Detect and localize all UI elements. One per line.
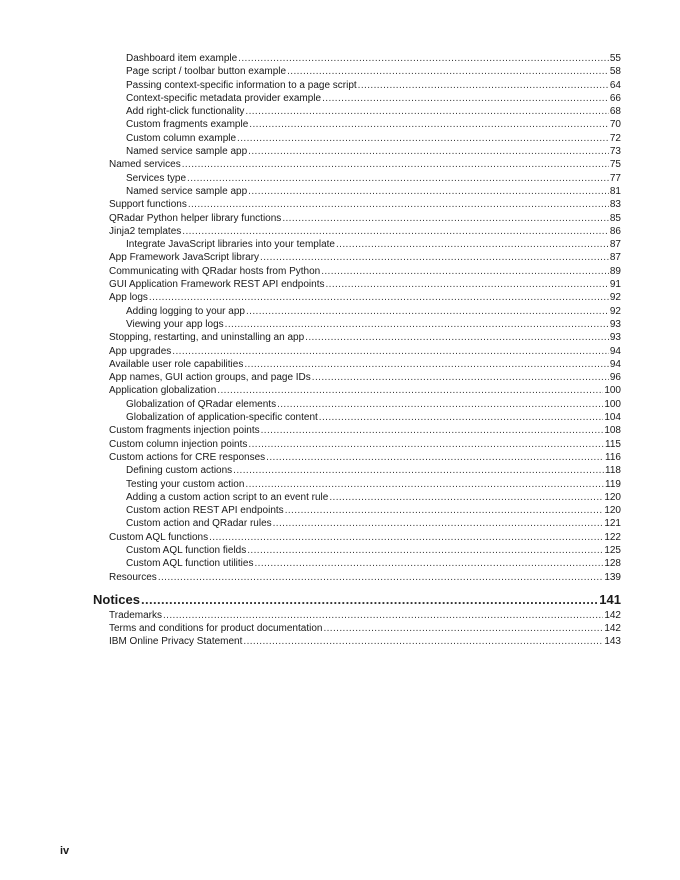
page-number: iv: [60, 845, 70, 857]
toc-dot-leader: [305, 331, 609, 344]
toc-dot-leader: [273, 517, 604, 530]
toc-entry[interactable]: [0, 371, 621, 384]
toc-entry-title: Application globalization: [109, 385, 217, 397]
toc-entry[interactable]: [0, 464, 621, 477]
toc-entry[interactable]: [0, 517, 621, 530]
toc-entry[interactable]: [0, 438, 621, 451]
toc-dot-leader: [141, 591, 598, 608]
toc-entry-title: Custom AQL function fields: [126, 544, 247, 556]
table-of-contents: [0, 52, 680, 649]
toc-dot-leader: [149, 291, 609, 304]
toc-entry-page: 81: [609, 185, 621, 197]
toc-entry-page: 142: [604, 623, 621, 635]
toc-entry[interactable]: [0, 291, 621, 304]
toc-dot-leader: [172, 345, 609, 358]
toc-dot-leader: [244, 358, 609, 371]
toc-dot-leader: [246, 305, 609, 318]
toc-entry[interactable]: [0, 504, 621, 517]
toc-entry-title: IBM Online Privacy Statement: [109, 636, 243, 648]
toc-entry-title: Named service sample app: [126, 185, 248, 197]
toc-entry-page: 139: [604, 571, 621, 583]
toc-entry[interactable]: [0, 118, 621, 131]
toc-entry-title: Resources: [109, 571, 157, 583]
toc-entry-page: 143: [604, 636, 621, 648]
toc-entry-title: Custom column injection points: [109, 438, 248, 450]
toc-entry-page: 122: [604, 531, 621, 543]
toc-entry-page: 94: [609, 358, 621, 370]
toc-dot-leader: [287, 65, 609, 78]
toc-entry[interactable]: [0, 411, 621, 424]
toc-dot-leader: [225, 318, 609, 331]
toc-entry-title: Add right-click functionality: [126, 106, 245, 118]
toc-entry-page: 72: [609, 132, 621, 144]
toc-entry-page: 73: [609, 146, 621, 158]
toc-entry-page: 115: [605, 438, 621, 450]
toc-entry-page: 86: [609, 225, 621, 237]
toc-entry-page: 121: [604, 518, 621, 530]
toc-entry-title: Notices: [93, 591, 140, 607]
toc-entry-page: 96: [609, 372, 621, 384]
toc-entry-page: 64: [609, 79, 621, 91]
toc-entry-title: Custom fragments example: [126, 119, 249, 131]
toc-entry-page: 66: [609, 92, 621, 104]
toc-entry[interactable]: [0, 185, 621, 198]
toc-dot-leader: [312, 371, 609, 384]
toc-entry[interactable]: [0, 544, 621, 557]
toc-dot-leader: [209, 531, 603, 544]
toc-entry[interactable]: [0, 105, 621, 118]
toc-entry[interactable]: [0, 145, 621, 158]
toc-entry-title: Custom action REST API endpoints: [126, 505, 284, 517]
toc-entry-title: Jinja2 templates: [109, 225, 182, 237]
toc-dot-leader: [285, 504, 604, 517]
toc-entry[interactable]: [0, 531, 621, 544]
toc-entry[interactable]: [0, 158, 621, 171]
toc-entry[interactable]: [0, 278, 621, 291]
toc-entry-page: 93: [609, 318, 621, 330]
toc-entry-title: Testing your custom action: [126, 478, 245, 490]
toc-entry[interactable]: [0, 251, 621, 264]
toc-entry[interactable]: [0, 172, 621, 185]
toc-dot-leader: [254, 557, 603, 570]
toc-entry-title: App upgrades: [109, 345, 172, 357]
toc-dot-leader: [249, 118, 609, 131]
toc-entry-page: 55: [609, 53, 621, 64]
toc-entry-title: Custom AQL functions: [109, 531, 209, 543]
toc-dot-leader: [336, 238, 609, 251]
toc-entry-page: 87: [609, 239, 621, 251]
toc-dot-leader: [260, 251, 609, 264]
toc-entry-title: Page script / toolbar button example: [126, 66, 287, 78]
toc-entry-title: Communicating with QRadar hosts from Python: [109, 265, 321, 277]
toc-entry-title: Services type: [126, 172, 187, 184]
toc-entry-page: 120: [604, 491, 621, 503]
toc-dot-leader: [245, 478, 604, 491]
toc-entry-page: 70: [609, 119, 621, 131]
toc-entry-title: Globalization of application-specific content: [126, 412, 318, 424]
toc-dot-leader: [322, 92, 609, 105]
toc-entry-title: QRadar Python helper library functions: [109, 212, 282, 224]
toc-entry-title: Stopping, restarting, and uninstalling an app: [109, 332, 305, 344]
toc-entry[interactable]: [0, 622, 621, 635]
toc-entry[interactable]: [0, 557, 621, 570]
toc-entry[interactable]: [0, 491, 621, 504]
toc-dot-leader: [329, 491, 603, 504]
toc-entry-page: 77: [609, 172, 621, 184]
toc-entry-page: 58: [609, 66, 621, 78]
toc-dot-leader: [277, 398, 603, 411]
toc-dot-leader: [243, 635, 603, 648]
toc-dot-leader: [248, 438, 604, 451]
toc-entry-title: Viewing your app logs: [126, 318, 224, 330]
toc-entry-title: GUI Application Framework REST API endpoints: [109, 279, 325, 291]
toc-entry[interactable]: [0, 331, 621, 344]
toc-entry[interactable]: [0, 305, 621, 318]
toc-dot-leader: [282, 212, 609, 225]
toc-entry[interactable]: [0, 265, 621, 278]
toc-entry[interactable]: [0, 225, 621, 238]
toc-dot-leader: [245, 105, 608, 118]
toc-entry-title: Globalization of QRadar elements: [126, 398, 277, 410]
toc-entry-title: Custom column example: [126, 132, 237, 144]
toc-entry[interactable]: [0, 212, 621, 225]
toc-entry-title: Custom AQL function utilities: [126, 558, 254, 570]
toc-entry-title: Dashboard item example: [126, 53, 238, 64]
toc-entry-page: 87: [609, 252, 621, 264]
toc-entry-page: 68: [609, 106, 621, 118]
toc-dot-leader: [163, 609, 603, 622]
toc-dot-leader: [233, 464, 604, 477]
toc-dot-leader: [247, 544, 603, 557]
toc-entry-page: 104: [604, 412, 621, 424]
toc-entry[interactable]: [0, 52, 621, 65]
toc-entry-page: 116: [605, 451, 621, 463]
toc-entry-title: Trademarks: [109, 609, 162, 621]
toc-entry-title: Adding logging to your app: [126, 305, 245, 317]
toc-entry-title: App Framework JavaScript library: [109, 252, 260, 264]
toc-dot-leader: [237, 132, 609, 145]
toc-entry-title: Adding a custom action script to an event rule: [126, 491, 329, 503]
toc-dot-leader: [319, 411, 604, 424]
toc-entry[interactable]: [0, 65, 621, 78]
toc-entry[interactable]: [0, 635, 621, 648]
toc-entry-page: 142: [604, 609, 621, 621]
toc-entry-page: 108: [604, 425, 621, 437]
toc-entry[interactable]: [0, 398, 621, 411]
toc-dot-leader: [238, 52, 609, 65]
toc-entry-title: Named service sample app: [126, 146, 248, 158]
toc-dot-leader: [248, 145, 609, 158]
toc-entry-page: 93: [609, 332, 621, 344]
toc-dot-leader: [187, 172, 609, 185]
toc-entry-page: 100: [604, 385, 621, 397]
toc-entry-title: Custom actions for CRE responses: [109, 451, 266, 463]
toc-entry-title: App names, GUI action groups, and page IDs: [109, 372, 311, 384]
toc-dot-leader: [188, 198, 609, 211]
toc-entry-page: 120: [604, 505, 621, 517]
toc-dot-leader: [358, 79, 609, 92]
toc-entry[interactable]: [0, 451, 621, 464]
toc-entry[interactable]: [0, 384, 621, 397]
toc-entry-title: Context-specific metadata provider example: [126, 92, 322, 104]
toc-entry[interactable]: [0, 132, 621, 145]
toc-entry-page: 92: [609, 292, 621, 304]
toc-entry[interactable]: [0, 92, 621, 105]
toc-entry-title: Named services: [109, 159, 181, 171]
toc-entry-page: 128: [604, 558, 621, 570]
toc-entry[interactable]: [0, 79, 621, 92]
toc-dot-leader: [321, 265, 609, 278]
toc-entry-title: App logs: [109, 292, 148, 304]
toc-entry-page: 119: [605, 478, 621, 490]
toc-entry-page: 75: [609, 159, 621, 171]
toc-entry-page: 141: [599, 591, 621, 607]
toc-entry-title: Custom action and QRadar rules: [126, 518, 272, 530]
toc-entry-page: 118: [605, 465, 621, 477]
toc-dot-leader: [158, 571, 604, 584]
toc-dot-leader: [248, 185, 609, 198]
toc-entry-page: 94: [609, 345, 621, 357]
toc-entry[interactable]: [0, 318, 621, 331]
toc-entry-page: 91: [609, 279, 621, 291]
toc-entry[interactable]: [0, 571, 621, 584]
toc-entry-title: Passing context-specific information to a page script: [126, 79, 357, 91]
toc-entry[interactable]: [0, 238, 621, 251]
toc-chapter-entry[interactable]: [0, 591, 621, 608]
toc-dot-leader: [323, 622, 603, 635]
toc-entry[interactable]: [0, 358, 621, 371]
toc-dot-leader: [261, 424, 604, 437]
toc-entry-page: 100: [604, 398, 621, 410]
toc-entry-title: Terms and conditions for product documentation: [109, 623, 323, 635]
toc-entry-title: Available user role capabilities: [109, 358, 244, 370]
toc-entry[interactable]: [0, 478, 621, 491]
toc-entry[interactable]: [0, 609, 621, 622]
toc-entry-page: 92: [609, 305, 621, 317]
toc-entry[interactable]: [0, 424, 621, 437]
toc-entry-title: Defining custom actions: [126, 465, 233, 477]
toc-dot-leader: [266, 451, 604, 464]
toc-entry-page: 89: [609, 265, 621, 277]
toc-entry-page: 125: [604, 544, 621, 556]
toc-entry-page: 85: [609, 212, 621, 224]
toc-entry[interactable]: [0, 345, 621, 358]
toc-entry-title: Support functions: [109, 199, 187, 211]
toc-entry[interactable]: [0, 198, 621, 211]
toc-dot-leader: [217, 384, 603, 397]
toc-entry-title: Integrate JavaScript libraries into your template: [126, 239, 335, 251]
toc-dot-leader: [325, 278, 608, 291]
toc-dot-leader: [182, 158, 609, 171]
toc-entry-page: 83: [609, 199, 621, 211]
toc-dot-leader: [182, 225, 609, 238]
toc-entry-title: Custom fragments injection points: [109, 425, 260, 437]
